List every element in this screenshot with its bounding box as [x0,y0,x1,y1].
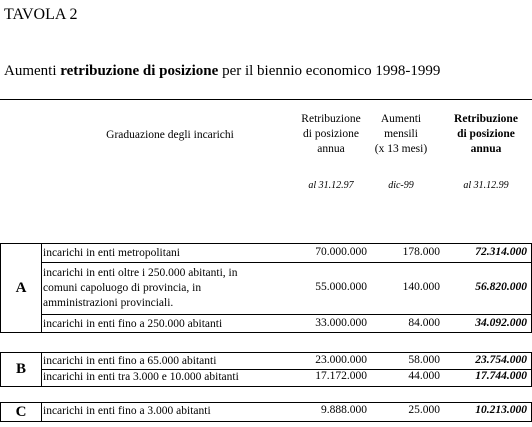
group-letter: B [1,353,42,386]
date-col2: dic-99 [388,180,414,191]
date-col3: al 31.12.99 [463,180,509,191]
value-1999: 10.213.000 [475,404,527,416]
value-1999: 72.314.000 [475,246,527,258]
monthly-increase: 25.000 [408,404,440,416]
header-col2-line3: (x 13 mesi) [374,143,428,155]
header-col2-line1: Aumenti [380,113,422,125]
table-row [41,353,531,370]
subtitle-prefix: Aumenti [4,63,61,79]
table-row [41,263,531,315]
header-graduazione: Graduazione degli incarichi [106,129,234,141]
table-row [41,370,531,385]
monthly-increase: 44.000 [408,370,440,382]
header-col3-line2: di posizione [457,128,515,140]
table-row [41,403,531,421]
top-rule [0,99,532,100]
row-description [43,246,301,261]
value-1997: 23.000.000 [315,354,367,366]
monthly-increase: 178.000 [402,246,440,258]
group-letter: A [1,244,42,332]
value-1999: 23.754.000 [475,354,527,366]
header-col1-line3: annua [317,143,345,155]
row-description [43,317,301,332]
row-desc-line: amministrazioni provinciali. [43,297,174,309]
date-col1: al 31.12.97 [308,180,354,191]
group-b-table [0,352,532,387]
header-col1-line2: di posizione [303,128,359,140]
row-description [43,266,301,311]
row-desc-line: incarichi in enti tra 3.000 e 10.000 abitanti [43,371,239,383]
table-row [41,315,531,332]
value-1999: 34.092.000 [475,317,527,329]
row-desc-line: incarichi in enti oltre i 250.000 abitanti, in [43,267,238,279]
table-subtitle [4,63,440,80]
header-col1-line1: Retribuzione [301,113,361,125]
header-col2-line2: mensili [384,128,418,140]
row-desc-line: incarichi in enti metropolitani [43,247,181,259]
header-col3-line1: Retribuzione [454,113,518,125]
header-col2 [366,112,436,157]
header-col1 [286,112,376,157]
page-title: TAVOLA 2 [4,6,78,23]
subtitle-bold: retribuzione di posizione [60,63,219,79]
value-1997: 55.000.000 [315,281,367,293]
row-desc-line: incarichi in enti fino a 250.000 abitanti [43,318,223,330]
value-1997: 17.172.000 [315,370,367,382]
subtitle-suffix: per il biennio economico 1998-1999 [218,63,441,79]
row-description [43,354,301,369]
header-col3 [440,112,532,157]
value-1999: 56.820.000 [475,281,527,293]
value-1997: 9.888.000 [321,404,367,416]
row-desc-line: comuni capoluogo di provincia, in [43,282,202,294]
table-row [41,244,531,263]
row-description [43,370,301,385]
value-1999: 17.744.000 [475,370,527,382]
value-1997: 33.000.000 [315,317,367,329]
group-a [0,243,532,333]
row-desc-line: incarichi in enti fino a 3.000 abitanti [43,405,211,417]
row-description [43,404,301,419]
group-letter: C [1,403,42,421]
value-1997: 70.000.000 [315,246,367,258]
monthly-increase: 140.000 [402,281,440,293]
monthly-increase: 84.000 [408,317,440,329]
monthly-increase: 58.000 [408,354,440,366]
group-c-table [0,402,532,422]
header-col3-line3: annua [470,143,502,155]
row-desc-line: incarichi in enti fino a 65.000 abitanti [43,355,217,367]
